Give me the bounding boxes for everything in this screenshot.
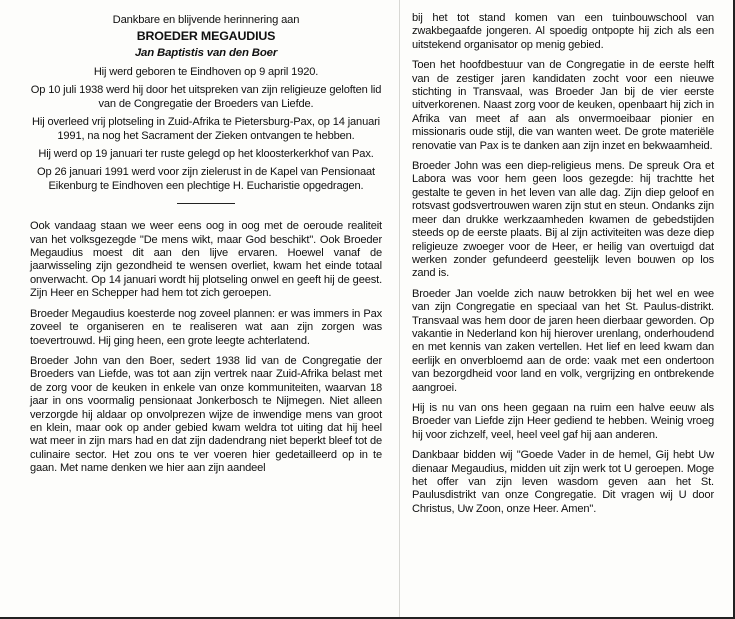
divider-rule [177, 203, 235, 204]
birth-name: Jan Baptistis van den Boer [134, 47, 278, 59]
left-column [30, 12, 382, 483]
vows-line: Op 10 juli 1938 werd hij door het uitspreken van zijn religieuze geloften lid van de Congregatie der Broeders van Liefde. [30, 84, 382, 110]
fold-line [399, 0, 400, 617]
prayer-paragraph: Dankbaar bidden wij "Goede Vader in de hemel, Gij hebt Uw dienaar Megaudius, midden uit zijn werk tot U geroepen. Moge het offer van zijn leven wasdom geven aan het St. Paulusdistrikt van onze Congregatie. Dit vragen wij U door Christus, Uw Zoon, onze Heer. Amen". [412, 449, 714, 515]
body-paragraph: Broeder Megaudius koesterde nog zoveel plannen: er was immers in Pax zoveel te organiseren en te realiseren wat aan zijn zorgen was toevertrouwd. Hij ging heen, een grote leegte achterlatend. [30, 307, 382, 347]
body-paragraph: Broeder John van den Boer, sedert 1938 lid van de Congregatie der Broeders van Liefde, was tot aan zijn vertrek naar Zuid-Afrika belast met de zorg voor de keuken in enkele van onze kommuniteiten, waarvan 18 jaar in ons voormalig pensionaat Jonkerbosch te Nijmegen. Niet alleen verzorgde hij aldaar op onvolprezen wijze de inwendige mens van groot en klein, maar ook op ander gebied kwam weldra tot uiting dat hij heel wat meer in zijn mars had en dat zijn dadendrang niet beperkt bleef tot de culinaire sector. Het zou ons te ver voeren hier gedetailleerd op in te gaan. Met name denken we hier aan zijn aandeel [30, 354, 382, 475]
burial-line: Hij werd op 19 januari ter ruste gelegd op het kloosterkerkhof van Pax. [38, 148, 374, 161]
body-paragraph: Broeder Jan voelde zich nauw betrokken bij het wel en wee van zijn Congregatie en speciaal van het St. Paulus-distrikt. Transvaal was hem door de jaren heen dierbaar geworden. Op vakantie in Nederland kon hij hierover urenlang, onderhoudend en met kennis van zaken vertellen. Het lief en leed kwam dan eerlijk en onverbloemd aan de orde: vaak met een ondertoon van bezorgdheid voor land en volk, vergrijzing en ontbrekende aangroei. [412, 287, 714, 394]
right-column [412, 12, 714, 523]
mass-line: Op 26 januari 1991 werd voor zijn zielerust in de Kapel van Pensionaat Eikenburg te Eindhoven een plechtige H. Eucharistie opgedragen. [37, 166, 375, 192]
birth-line: Hij werd geboren te Eindhoven op 9 april 1920. [93, 66, 319, 78]
body-paragraph: Hij is nu van ons heen gegaan na ruim een halve eeuw als Broeder van Liefde zijn Heer gediend te hebben. Weinig vroeg hij voor zichzelf, veel, heel veel gaf hij aan anderen. [412, 401, 714, 441]
card-title: Dankbare en blijvende herinnering aan [112, 14, 300, 26]
body-paragraph: bij het tot stand komen van een tuinbouwschool van zwakbegaafde jongeren. Al spoedig ontpopte hij zich als een uitstekend organisator op menig gebied. [412, 12, 714, 51]
death-line: Hij overleed vrij plotseling in Zuid-Afrika te Pietersburg-Pax, op 14 januari 1991, na nog het Sacrament der Zieken ontvangen te hebben. [32, 116, 380, 142]
body-paragraph: Toen het hoofdbestuur van de Congregatie in de eerste helft van de zestiger jaren kandidaten zocht voor een nieuwe stichting in Transvaal, was Broeder Jan bij de vier eerste uitverkorenen. Naast zorg voor de keuken, openbaart hij zich in Afrika van meet af aan als onvermoeibaar pionier en missionaris oude stijl, die van wanten weet. De grote materiële renovatie van Pax is te danken aan zijn inzet en bekwaamheid. [412, 59, 714, 152]
body-paragraph: Broeder John was een diep-religieus mens. De spreuk Ora et Labora was voor hem geen loos gezegde: hij trachtte het gestalte te geven in het leven van alle dag. Zijn diep geloof en rotsvast godsvertrouwen waren zijn stut en steun. Ondanks zijn meer dan drukke werkzaamheden kwamen de gebedstijden steeds op de eerste plaats. Bij al zijn activiteiten was deze diep religieuze zwoeger voor de Heer, er heilig van overtuigd dat werken zonder gefundeerd geestelijk leven bouwen op los zand is. [412, 160, 714, 280]
religious-name: BROEDER MEGAUDIUS [136, 29, 276, 43]
body-paragraph: Ook vandaag staan we weer eens oog in oog met de oeroude realiteit van het volksgezegde "De mens wikt, maar God beschikt". Ook Broeder Megaudius moest dit aan den lijve ervaren. Hoewel vanaf de jaarwisseling zijn gezondheid te wensen overliet, kwam het einde totaal onverwacht. Op 14 januari wordt hij plotseling onwel en geeft hij de geest. Zijn Heer en Schepper had hem tot zich geroepen. [30, 220, 382, 300]
